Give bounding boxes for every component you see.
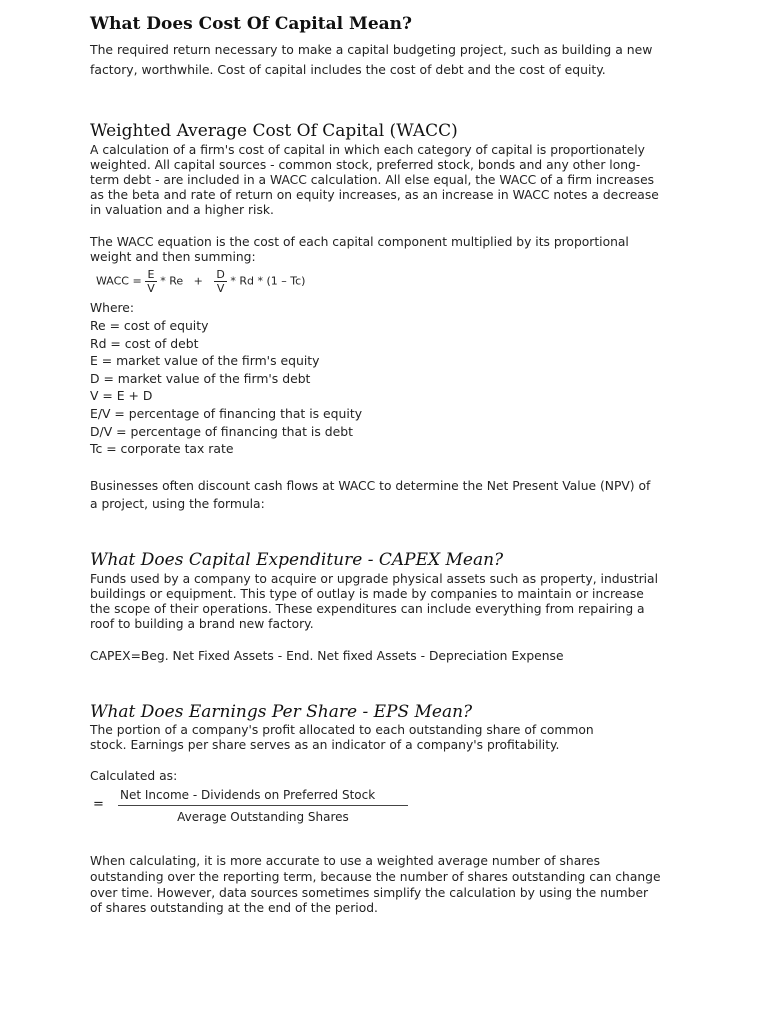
text-line: of shares outstanding at the end of the period.: [90, 901, 378, 916]
text-line: factory, worthwhile. Cost of capital includes the cost of debt and the cost of equity.: [90, 62, 606, 77]
equation-lhs: WACC =: [96, 274, 142, 288]
list-item: D/V = percentage of financing that is debt: [90, 423, 353, 439]
list-item: E/V = percentage of financing that is equity: [90, 405, 363, 421]
eps-fraction: [118, 787, 408, 825]
eps-body: [90, 723, 690, 753]
capex-body: [90, 572, 690, 632]
eps-denominator: Average Outstanding Shares: [118, 805, 408, 825]
eps-heading: What Does Earnings Per Share - EPS Mean?: [90, 702, 473, 722]
text-line: roof to building a brand new factory.: [90, 617, 314, 631]
fraction-numerator: E: [147, 268, 155, 281]
wacc-equation-intro: [90, 235, 690, 265]
list-item: Tc = corporate tax rate: [90, 441, 234, 457]
wacc-heading: Weighted Average Cost Of Capital (WACC): [90, 121, 458, 141]
list-item: Rd = cost of debt: [90, 335, 199, 351]
text-line: outstanding over the reporting term, because the number of shares outstanding can change: [90, 869, 661, 884]
text-line: buildings or equipment. This type of outlay is made by companies to maintain or increase: [90, 587, 644, 601]
fraction-numerator: D: [216, 268, 225, 281]
text-line: weight and then summing:: [90, 250, 256, 264]
where-label: Where:: [90, 301, 135, 315]
cost-of-capital-heading: What Does Cost Of Capital Mean?: [90, 14, 412, 34]
npv-paragraph: [90, 477, 690, 513]
fraction-denominator: V: [147, 282, 155, 295]
capex-heading: What Does Capital Expenditure - CAPEX Mean?: [90, 550, 504, 570]
text-line: The WACC equation is the cost of each capital component multiplied by its proportional: [90, 235, 629, 249]
text-line: over time. However, data sources sometimes simplify the calculation by using the number: [90, 885, 649, 900]
text-line: Businesses often discount cash flows at WACC to determine the Net Present Value (NPV) of: [90, 479, 651, 493]
list-item: Re = cost of equity: [90, 318, 209, 333]
text-line: as the beta and rate of return on equity increases, as an increase in WACC notes a decrease: [90, 188, 659, 202]
equation-fraction-d-over-v: [214, 268, 226, 295]
text-line: weighted. All capital sources - common stock, preferred stock, bonds and any other long-: [90, 158, 641, 172]
text-line: Funds used by a company to acquire or upgrade physical assets such as property, industrial: [90, 572, 659, 586]
eps-closing-paragraph: [90, 854, 690, 917]
text-line: in valuation and a higher risk.: [90, 203, 274, 217]
calculated-as-label: Calculated as:: [90, 769, 178, 783]
list-item: D = market value of the firm's debt: [90, 370, 311, 386]
text-line: a project, using the formula:: [90, 497, 265, 511]
list-item: V = E + D: [90, 388, 153, 404]
text-line: When calculating, it is more accurate to use a weighted average number of shares: [90, 854, 600, 868]
wacc-definitions-list: [90, 317, 362, 458]
list-item: E = market value of the firm's equity: [90, 353, 320, 369]
equation-term-re: * Re +: [160, 274, 203, 288]
capex-formula: CAPEX=Beg. Net Fixed Assets - End. Net fixed Assets - Depreciation Expense: [90, 649, 564, 663]
text-line: the scope of their operations. These expenditures can include everything from repairing a: [90, 602, 645, 616]
equation-term-rd: * Rd * (1 – Tc): [230, 274, 306, 288]
text-line: The required return necessary to make a capital budgeting project, such as building a new: [90, 42, 653, 57]
eps-numerator: Net Income - Dividends on Preferred Stock: [120, 788, 376, 802]
wacc-equation: [96, 268, 305, 295]
cost-of-capital-body: [90, 40, 690, 80]
text-line: term debt - are included in a WACC calculation. All else equal, the WACC of a firm increases: [90, 173, 655, 187]
equals-sign: =: [93, 797, 104, 812]
text-line: stock. Earnings per share serves as an indicator of a company's profitability.: [90, 738, 560, 752]
fraction-denominator: V: [214, 281, 226, 295]
equation-fraction-e-over-v: [145, 268, 157, 295]
text-line: The portion of a company's profit allocated to each outstanding share of common: [90, 723, 594, 737]
wacc-body: [90, 143, 690, 218]
text-line: A calculation of a firm's cost of capital in which each category of capital is proportionately: [90, 143, 645, 157]
